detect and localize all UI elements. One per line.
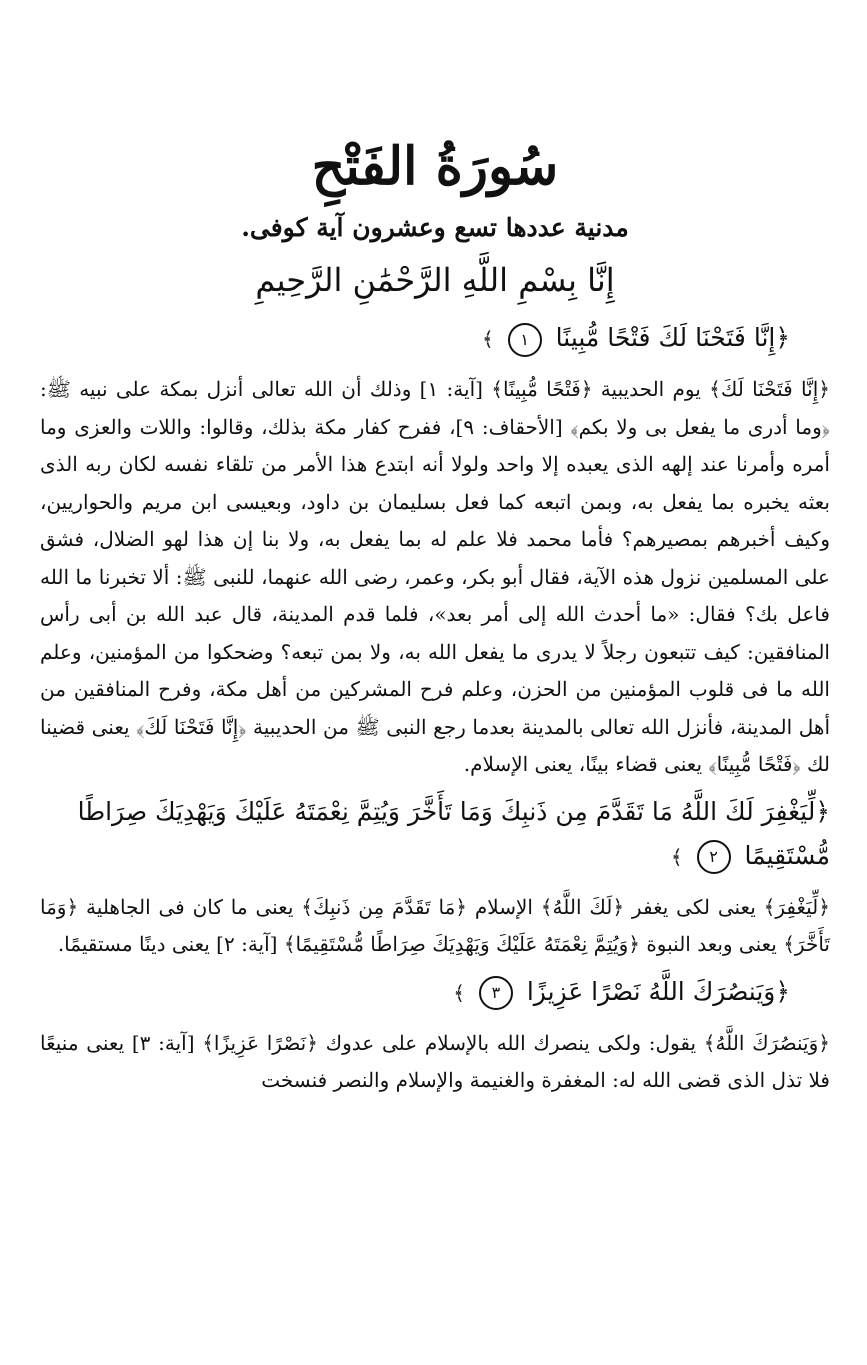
surah-subtitle: مدنية عددها تسع وعشرون آية كوفى.: [241, 213, 629, 242]
commentary-2: [40, 889, 830, 964]
page: [40, 120, 830, 1106]
commentary-text: ﴿لِّيَغْفِرَ﴾ يعنى لكى يغفر ﴿لَكَ اللَّهُ﴾ الإسلام ﴿مَا تَقَدَّمَ مِن ذَنبِكَ﴾ يعنى ما كان فى الجاهلية ﴿وَمَا تَأَخَّرَ﴾ يعنى وبعد النبوة ﴿وَيُتِمَّ نِعْمَتَهُ عَلَيْكَ وَيَهْدِيَكَ صِرَاطًا مُّسْتَقِيمًا﴾ [آية: ٢] يعنى دينًا مستقيمًا.: [40, 894, 830, 956]
ornate-bracket-icon: ﴾: [670, 844, 683, 869]
ornate-bracket-icon: ﴾: [482, 327, 494, 351]
basmala: إِنَّا بِسْمِ اللَّهِ الرَّحْمَٰنِ الرَّحِيمِ: [255, 261, 615, 299]
surah-title: سُورَةُ الفَتْحِ: [311, 136, 559, 197]
verse-text: ﴿لِّيَغْفِرَ لَكَ اللَّهُ مَا تَقَدَّمَ مِن ذَنبِكَ وَمَا تَأَخَّرَ وَيُتِمَّ نِعْمَتَهُ عَلَيْكَ وَيَهْدِيَكَ صِرَاطًا مُّسْتَقِيمًا: [77, 796, 830, 870]
ayah-number-marker: ٢: [697, 840, 731, 874]
verse-1: [40, 316, 830, 361]
commentary-text: ﴿وَيَنصُرَكَ اللَّهُ﴾ يقول: ولكى ينصرك الله بالإسلام على عدوك ﴿نَصْرًا عَزِيزًا﴾ [آية: ٣] يعنى منيعًا فلا تذل الذى قضى الله له: المغفرة والغنيمة والإسلام والنصر فنسخت: [40, 1030, 830, 1092]
ayah-number-marker: ١: [508, 323, 542, 357]
ayah-number-marker: ٣: [479, 976, 513, 1010]
verse-text: ﴿إِنَّا فَتَحْنَا لَكَ فَتْحًا مُّبِينًا: [555, 323, 790, 352]
verse-3: [40, 970, 830, 1015]
commentary-text: ﴿إِنَّا فَتَحْنَا لَكَ﴾ يوم الحديبية ﴿فَتْحًا مُّبِينًا﴾ [آية: ١] وذلك أن الله تعالى أنزل بمكة على نبيه ﷺ: ﴿وما أدرى ما يفعل بى ولا بكم﴾ [الأحقاف: ٩]، ففرح كفار مكة بذلك، وقالوا: واللات والعزى وما أمره وأمرنا عند إلهه الذى يعبده إلا واحد ولولا أنه ابتدع هذا الأمر من تلقاء نفسه لكان ربه الذى بعثه يخبره بما يفعل به، وبمن اتبعه كما فعل بسليمان بن داود، وبعيسى ابن مريم والحواريين، وكيف أخبرهم بمصيرهم؟ فأما محمد فلا علم له بما يفعل به، ولا بنا إن هذا لهو الضلال، فشق على المسلمين نزول هذه الآية، فقال أبو بكر، وعمر، رضى الله عنهما، للنبى ﷺ: ألا تخبرنا ما الله فاعل بك؟ فقال: «ما أحدث الله إلى أمر بعد»، فلما قدم المدينة، قال عبد الله بن أبى رأس المنافقين: كيف تتبعون رجلاً لا يدرى ما يفعل الله به، ولا بمن تبعه؟ وضحكوا من المؤمنين، وعلم الله ما فى قلوب المؤمنين من الحزن، وعلم فرح المشركين من أهل مكة، وفرح المنافقين من أهل المدينة، فأنزل الله تعالى بالمدينة بعدما رجع النبى ﷺ من الحديبية ﴿إِنَّا فَتَحْنَا لَكَ﴾ يعنى قضينا لك ﴿فَتْحًا مُّبِينًا﴾ يعنى قضاء بينًا، يعنى الإسلام.: [40, 377, 830, 776]
commentary-3: [40, 1025, 830, 1100]
verse-text: ﴿وَيَنصُرَكَ اللَّهُ نَصْرًا عَزِيزًا: [526, 976, 790, 1006]
commentary-1: [40, 371, 830, 784]
ornate-bracket-icon: ﴾: [453, 980, 465, 1005]
verse-2: [40, 790, 830, 879]
